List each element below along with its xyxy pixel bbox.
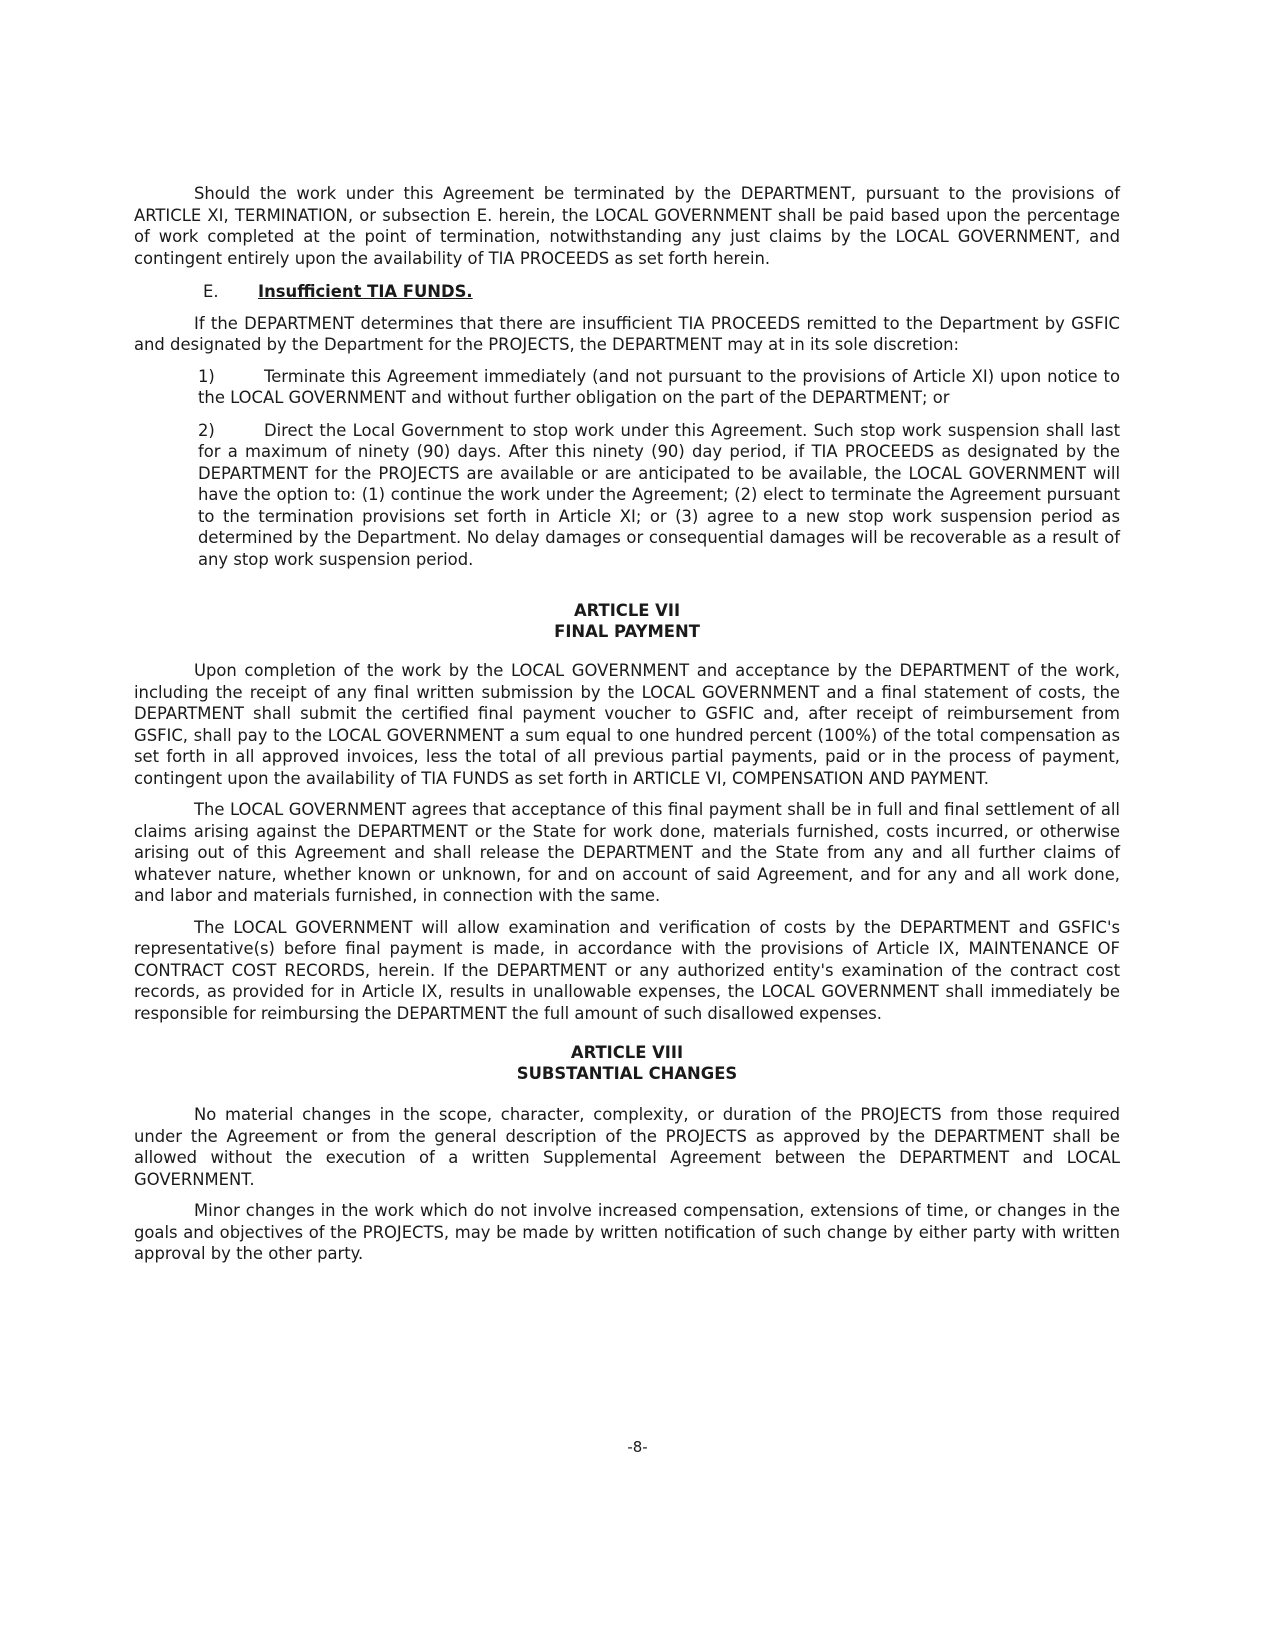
section-e-title: Insufficient TIA FUNDS. [258, 282, 473, 301]
item-number: 1) [198, 366, 215, 386]
section-e-heading [134, 281, 1120, 303]
section-e-item-2 [134, 420, 1120, 571]
termination-payment-paragraph: Should the work under this Agreement be terminated by the DEPARTMENT, pursuant to the provisions of ARTICLE XI, TERMINATION, or subsection E. herein, the LOCAL GOVERNMENT shall be paid based upon the percentage of work completed at the point of termination, notwithstanding any just claims by the LOCAL GOVERNMENT, and contingent entirely upon the availability of TIA PROCEEDS as set forth herein. [134, 184, 1120, 268]
item-number: 2) [198, 420, 215, 440]
article-number: ARTICLE VIII [570, 1043, 684, 1062]
section-e-item-1 [134, 366, 1120, 409]
article-title: FINAL PAYMENT [554, 622, 700, 641]
article-viii-paragraph: No material changes in the scope, character, complexity, or duration of the PROJECTS from those required under the Agreement or from the general description of the PROJECTS as approved by the DEPARTMENT shall be allowed without the execution of a written Supplemental Agreement between the DEPARTMENT and LOCAL GOVERNMENT. [134, 1105, 1120, 1189]
page-number: -8- [627, 1438, 648, 1456]
section-e-letter: E. [203, 282, 219, 301]
article-viii-paragraph: Minor changes in the work which do not involve increased compensation, extensions of time, or changes in the goals and objectives of the PROJECTS, may be made by written notification of such change by either party with written approval by the other party. [134, 1201, 1120, 1263]
article-vii-paragraph: The LOCAL GOVERNMENT will allow examination and verification of costs by the DEPARTMENT and GSFIC's representative(s) before final payment is made, in accordance with the provisions of Article IX, MAINTENANCE OF CONTRACT COST RECORDS, herein. If the DEPARTMENT or any authorized entity's examination of the contract cost records, as provided for in Article IX, results in unallowable expenses, the LOCAL GOVERNMENT shall immediately be responsible for reimbursing the DEPARTMENT the full amount of such disallowed expenses. [134, 917, 1120, 1023]
article-number: ARTICLE VII [573, 601, 681, 620]
document-body [134, 183, 1120, 1275]
article-vii-paragraph: The LOCAL GOVERNMENT agrees that acceptance of this final payment shall be in full and final settlement of all claims arising against the DEPARTMENT or the State for work done, materials furnished, costs incurred, or otherwise arising out of this Agreement and shall release the DEPARTMENT and the State from any and all further claims of whatever nature, whether known or unknown, for and on account of said Agreement, and for any and all work done, and labor and materials furnished, in connection with the same. [134, 800, 1120, 905]
section-e-paragraph: If the DEPARTMENT determines that there are insufficient TIA PROCEEDS remitted to the Department by GSFIC and designated by the Department for the PROJECTS, the DEPARTMENT may at in its sole discretion: [134, 313, 1120, 354]
article-vii-paragraph: Upon completion of the work by the LOCAL GOVERNMENT and acceptance by the DEPARTMENT of the work, including the receipt of any final written submission by the LOCAL GOVERNMENT and a final statement of costs, the DEPARTMENT shall submit the certified final payment voucher to GSFIC and, after receipt of reimbursement from GSFIC, shall pay to the LOCAL GOVERNMENT a sum equal to one hundred percent (100%) of the total compensation as set forth in all approved invoices, less the total of all previous partial payments, paid or in the process of payment, contingent upon the availability of TIA FUNDS as set forth in ARTICLE VI, COMPENSATION AND PAYMENT. [134, 661, 1120, 788]
article-viii-heading [134, 1042, 1120, 1084]
item-text: Terminate this Agreement immediately (and not pursuant to the provisions of Article XI) upon notice to the LOCAL GOVERNMENT and without further obligation on the part of the DEPARTMENT; or [198, 366, 1120, 407]
article-title: SUBSTANTIAL CHANGES [516, 1064, 738, 1083]
item-text: Direct the Local Government to stop work under this Agreement. Such stop work suspension shall last for a maximum of ninety (90) days. After this ninety (90) day period, if TIA PROCEEDS as designated by the DEPARTMENT for the PROJECTS are available or are anticipated to be available, the LOCAL GOVERNMENT will have the option to: (1) continue the work under the Agreement; (2) elect to terminate the Agreement pursuant to the termination provisions set forth in Article XI; or (3) agree to a new stop work suspension period as determined by the Department. No delay damages or consequential damages will be recoverable as a result of any stop work suspension period. [198, 420, 1120, 569]
article-vii-heading [134, 600, 1120, 642]
